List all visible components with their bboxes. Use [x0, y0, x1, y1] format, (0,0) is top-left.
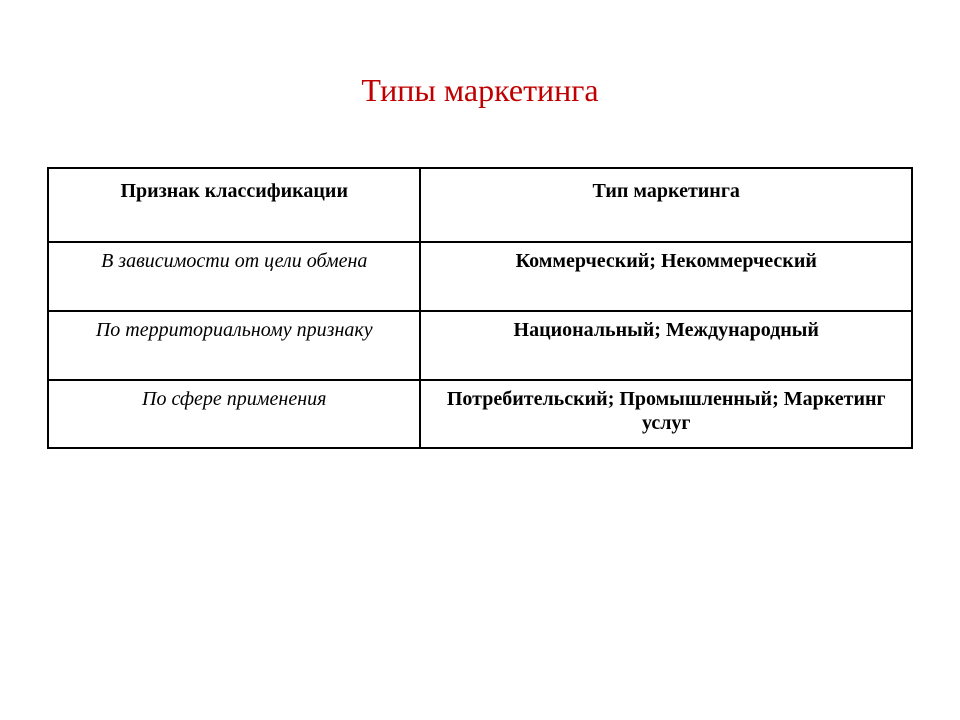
table-row — [48, 242, 912, 311]
row-criterion: В зависимости от цели обмена — [48, 242, 420, 311]
header-criterion: Признак классификации — [48, 168, 420, 242]
row-types: Коммерческий; Некоммерческий — [420, 242, 912, 311]
header-type: Тип маркетинга — [420, 168, 912, 242]
table-header-row — [48, 168, 912, 242]
table-row — [48, 380, 912, 448]
row-types: Потребительский; Промышленный; Маркетинг услуг — [420, 380, 912, 448]
row-criterion: По территориальному признаку — [48, 311, 420, 380]
slide-title: Типы маркетинга — [361, 72, 599, 108]
row-types: Национальный; Международный — [420, 311, 912, 380]
row-criterion: По сфере применения — [48, 380, 420, 448]
table-row — [48, 311, 912, 380]
marketing-types-table — [47, 167, 913, 449]
